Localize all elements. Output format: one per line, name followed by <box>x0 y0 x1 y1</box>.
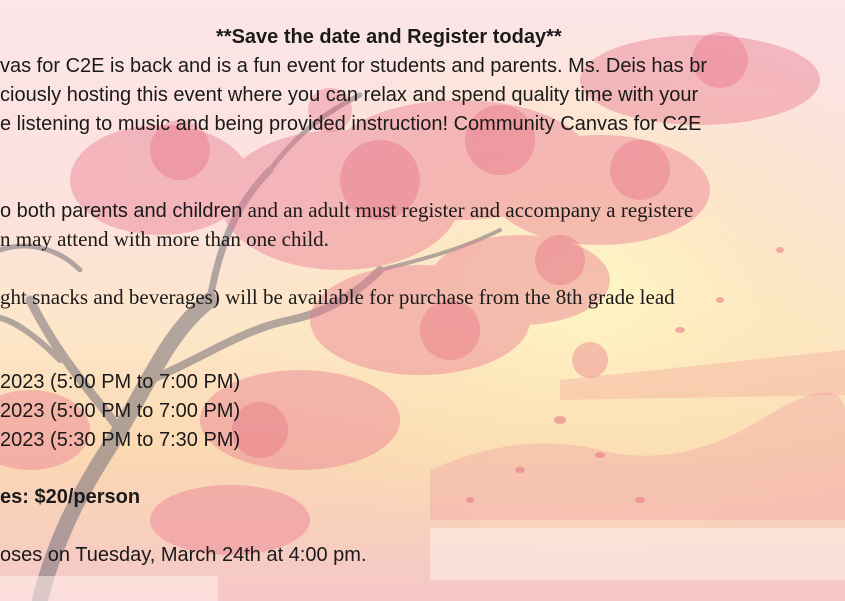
refreshments-line: ght snacks and beverages) will be available for purchase from the 8th grade lead <box>0 285 675 309</box>
eligibility-part: and an adult must register and accompany a registere <box>242 198 694 222</box>
event-date: 2023 (5:00 PM to 7:00 PM) <box>0 400 241 422</box>
eligibility-part: o both parents and children <box>0 200 243 222</box>
eligibility-line <box>0 198 693 223</box>
text-backing-patch <box>0 576 218 601</box>
text-backing-patch <box>430 528 845 580</box>
intro-line: ciously hosting this event where you can relax and spend quality time with your <box>0 84 699 106</box>
eligibility-line: n may attend with more than one child. <box>0 227 329 251</box>
event-date: 2023 (5:30 PM to 7:30 PM) <box>0 429 241 451</box>
heading: **Save the date and Register today** <box>216 26 562 48</box>
deadline-line: oses on Tuesday, March 24th at 4:00 pm. <box>0 544 367 566</box>
intro-line: e listening to music and being provided instruction! Community Canvas for C2E <box>0 113 702 135</box>
intro-line: vas for C2E is back and is a fun event for students and parents. Ms. Deis has br <box>0 55 708 77</box>
fees-line: es: $20/person <box>0 486 141 508</box>
event-date: 2023 (5:00 PM to 7:00 PM) <box>0 371 241 393</box>
